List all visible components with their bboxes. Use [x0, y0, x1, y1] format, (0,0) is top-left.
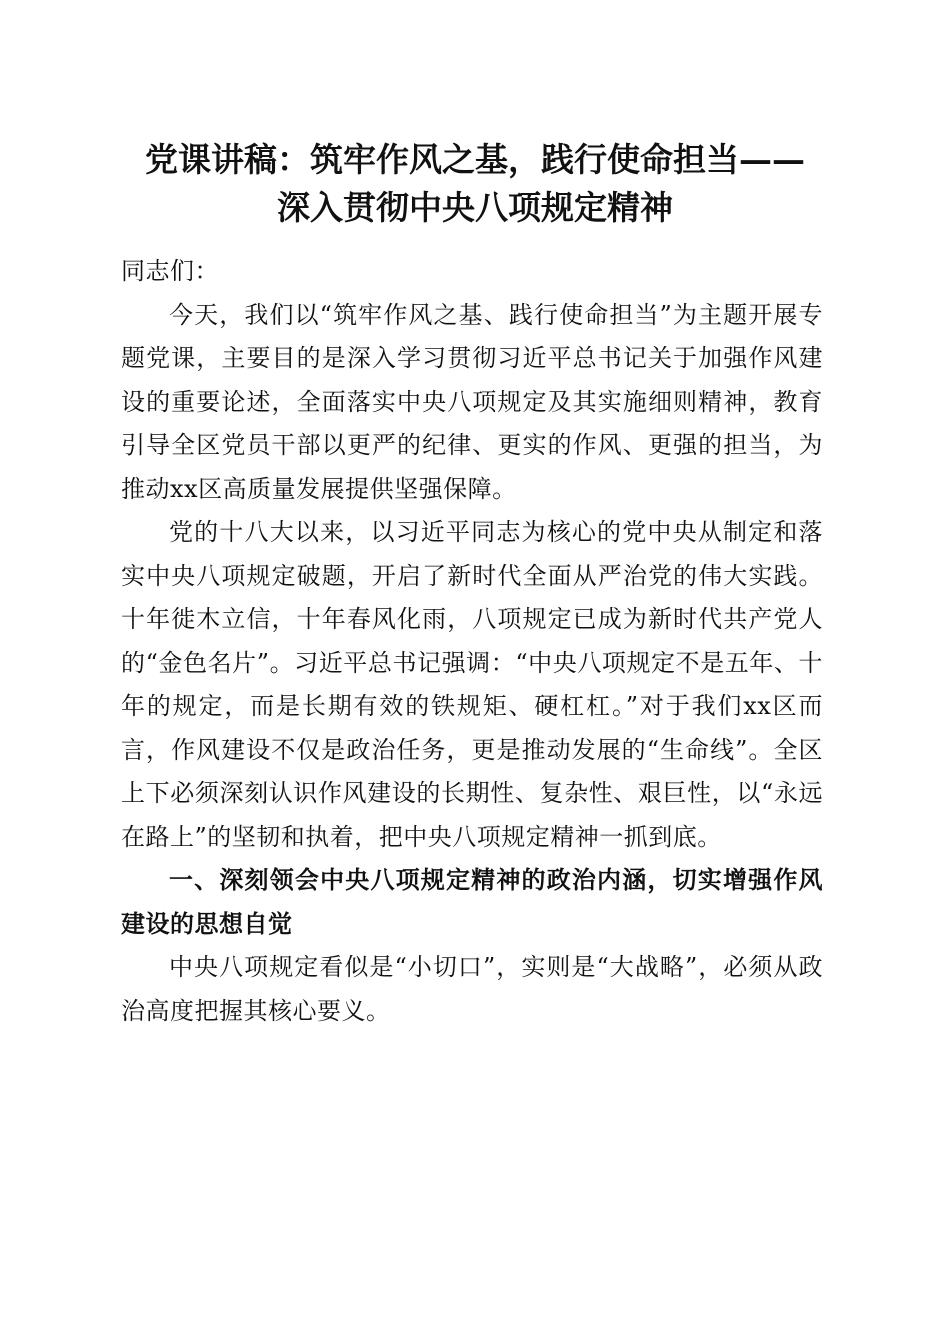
title-line-1: 党课讲稿：筑牢作风之基，践行使命担当—— [145, 140, 805, 179]
paragraph-section-intro: 中央八项规定看似是“小切口”，实则是“大战略”，必须从政治高度把握其核心要义。 [121, 953, 823, 1025]
paragraph-intro: 今天，我们以“筑牢作风之基、践行使命担当”为主题开展专题党课，主要目的是深入学习贯彻习近平总书记关于加强作风建设的重要论述，全面落实中央八项规定及其实施细则精神，教育引导全区党员干部以更严的纪律、更实的作风、更强的担当，为推动xx区高质量发展提供坚强保障。 [121, 300, 823, 503]
document-body [121, 250, 823, 1033]
section-heading: 一、深刻领会中央八项规定精神的政治内涵，切实增强作风建设的思想自觉 [121, 866, 823, 938]
paragraph-background: 党的十八大以来，以习近平同志为核心的党中央从制定和落实中央八项规定破题，开启了新时代全面从严治党的伟大实践。十年徙木立信，十年春风化雨，八项规定已成为新时代共产党人的“金色名片”。习近平总书记强调：“中央八项规定不是五年、十年的规定，而是长期有效的铁规矩、硬杠杠。”对于我们xx区而言，作风建设不仅是政治任务，更是推动发展的“生命线”。全区上下必须深刻认识作风建设的长期性、复杂性、艰巨性，以“永远在路上”的坚韧和执着，把中央八项规定精神一抓到底。 [121, 518, 823, 851]
title-line-2: 深入贯彻中央八项规定精神 [277, 188, 673, 227]
document-title [100, 136, 850, 232]
salutation: 同志们： [121, 257, 219, 285]
